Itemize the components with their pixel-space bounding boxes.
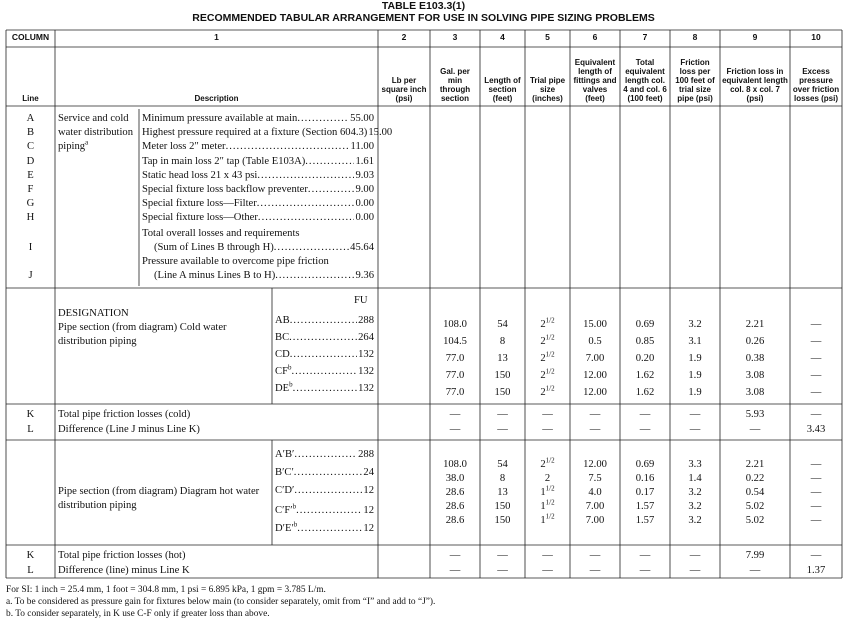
dot-leader (297, 522, 362, 536)
hot-len-cell: 13 (497, 487, 508, 498)
row-description: Highest pressure required at a fixture (Section 604.3) (142, 127, 368, 139)
pipe-size-fraction: 1/2 (545, 333, 555, 342)
cold-description: distribution piping (58, 336, 137, 347)
hot-fl-cell: 0.54 (745, 487, 765, 498)
totals-description: Difference (line) minus Line K (58, 565, 190, 576)
service-row (142, 155, 374, 169)
hot-fl100-cell: 3.2 (688, 487, 702, 498)
service-row (142, 126, 393, 140)
dot-leader (291, 365, 357, 379)
cold-size-cell (525, 350, 570, 364)
pipe-size-whole: 2 (540, 319, 546, 330)
line-letter: G (26, 198, 35, 210)
cold-size-cell (525, 333, 570, 347)
hot-eq-cell: 7.00 (585, 501, 605, 512)
cold-description: Pipe section (from diagram) Cold water (58, 322, 227, 333)
pipe-section (275, 365, 291, 379)
cold-tot-cell: 0.85 (635, 336, 655, 347)
pipe-section (275, 314, 290, 328)
totals-value: — (449, 424, 461, 435)
totals-description: Total pipe friction losses (cold) (58, 409, 191, 420)
header-c6: Equivalent length of fittings and valves (feet) (573, 58, 617, 103)
totals-description: Total pipe friction losses (hot) (58, 550, 186, 561)
row-value: 0.00 (355, 198, 374, 210)
cold-len-cell: 54 (497, 319, 508, 330)
service-group-label: water distribution (58, 127, 134, 139)
row-value: 0.00 (355, 212, 374, 224)
hot-ex-cell: — (810, 459, 822, 470)
pipe-size-fraction: 1/2 (545, 484, 555, 493)
hot-size-cell (525, 473, 570, 484)
cold-gpm-cell: 77.0 (445, 370, 465, 381)
fixture-units: 12 (363, 505, 374, 516)
hot-fl-cell: 0.22 (745, 473, 765, 484)
cold-fl-cell: 3.08 (745, 370, 765, 381)
cold-section-row (275, 314, 374, 328)
totals-value: 3.43 (806, 424, 826, 435)
row-description: (Line A minus Lines B to H) (154, 270, 276, 282)
pipe-section (275, 504, 296, 518)
hot-tot-cell: 0.69 (635, 459, 655, 470)
fixture-units: 132 (358, 349, 374, 360)
pipe-size-whole: 1 (540, 501, 546, 512)
service-row (142, 197, 374, 211)
pipe-size-whole: 2 (544, 473, 551, 484)
cold-fl100-cell: 1.9 (688, 370, 702, 381)
pipe-section-label: A′B′ (275, 449, 295, 460)
fixture-units: 24 (363, 467, 374, 478)
totals-value: — (639, 409, 651, 420)
dot-leader (275, 269, 354, 283)
cold-gpm-cell: 77.0 (445, 387, 465, 398)
service-group-label: piping (58, 141, 86, 153)
column-number-8: 8 (692, 32, 698, 42)
table-subtitle: RECOMMENDED TABULAR ARRANGEMENT FOR USE IN SOLVING PIPE SIZING PROBLEMS (192, 12, 655, 24)
fixture-units: 132 (358, 383, 374, 394)
totals-value: — (589, 409, 601, 420)
pipe-section-label: C′F′ (275, 505, 293, 516)
row-value: 9.36 (355, 270, 374, 282)
dot-leader (308, 183, 355, 197)
totals-value: — (639, 424, 651, 435)
pipe-section-label: CD (275, 349, 290, 360)
row-description: Static head loss 21 x 43 psi (142, 169, 258, 181)
totals-value: — (639, 565, 651, 576)
cold-ex-cell: — (810, 336, 822, 347)
line-letter: H (26, 212, 35, 224)
column-number-9: 9 (752, 32, 758, 42)
hot-eq-cell: 7.5 (588, 473, 602, 484)
row-value: 55.00 (350, 113, 374, 124)
cold-ex-cell: — (810, 319, 822, 330)
header-c3: Gal. per min through section (439, 67, 471, 103)
cold-section-row (275, 331, 374, 345)
cold-tot-cell: 0.69 (635, 319, 655, 330)
totals-value: — (589, 424, 601, 435)
designation-label: DESIGNATION (58, 308, 129, 319)
totals-value: — (749, 565, 761, 576)
column-number-6: 6 (592, 32, 598, 42)
cold-fl100-cell: 1.9 (688, 353, 702, 364)
totals-value: — (689, 550, 701, 561)
dot-leader (290, 348, 357, 362)
row-description: Tap in main loss 2″ tap (Table E103A) (142, 155, 306, 167)
line-letter: F (27, 184, 34, 195)
pipe-size-whole: 2 (540, 353, 546, 364)
hot-gpm-cell: 28.6 (445, 501, 465, 512)
cold-ex-cell: — (810, 370, 822, 381)
dot-leader (258, 211, 355, 225)
pipe-size-fraction: 1/2 (545, 512, 555, 521)
hot-eq-cell: 12.00 (583, 459, 607, 470)
pipe-size-fraction: 1/2 (545, 316, 555, 325)
pipe-size-whole: 2 (540, 459, 546, 470)
footnote-si: For SI: 1 inch = 25.4 mm, 1 foot = 304.8 mm, 1 psi = 6.895 kPa, 1 gpm = 3.785 L/m. (6, 585, 326, 595)
totals-value: — (542, 550, 553, 561)
cold-ex-cell: — (810, 387, 822, 398)
dot-leader (305, 155, 354, 169)
hot-gpm-cell: 28.6 (445, 487, 465, 498)
pipe-section-label: DE (275, 383, 290, 394)
pipe-section (275, 484, 294, 498)
pipe-size-fraction: 1/2 (545, 367, 555, 376)
column-label: COLUMN (11, 32, 50, 42)
header-line: Line (22, 94, 39, 103)
cold-tot-cell: 1.62 (635, 370, 655, 381)
cold-gpm-cell: 104.5 (443, 336, 467, 347)
totals-value: — (497, 565, 508, 576)
service-available-row (154, 269, 374, 283)
fixture-units: 12 (363, 523, 374, 534)
row-description: Total overall losses and requirements (142, 227, 300, 239)
hot-tot-cell: 1.57 (635, 501, 655, 512)
cold-fl-cell: 2.21 (745, 319, 765, 330)
line-letter: K (26, 550, 35, 561)
totals-value: — (589, 550, 601, 561)
line-letter: L (27, 565, 34, 576)
fixture-units: 288 (358, 449, 374, 460)
pipe-section-label: B′C′ (275, 467, 294, 478)
header-c7: Total equivalent length col. 4 and col. 6 (100 feet) (623, 58, 667, 103)
pipe-size-whole: 2 (540, 336, 546, 347)
service-row (142, 211, 374, 225)
cold-section-row (275, 382, 374, 396)
cold-eq-cell: 7.00 (585, 353, 605, 364)
fixture-units: 288 (358, 315, 374, 326)
dot-leader (296, 504, 362, 518)
dot-leader (274, 241, 349, 255)
cold-tot-cell: 1.62 (635, 387, 655, 398)
cold-len-cell: 150 (494, 387, 511, 398)
pipe-section (275, 331, 289, 345)
footnote-marker: b (292, 502, 297, 511)
service-row (142, 140, 374, 154)
line-letter: E (27, 169, 34, 181)
hot-fl-cell: 2.21 (745, 459, 765, 470)
table-title: TABLE E103.3(1) (381, 0, 466, 12)
hot-tot-cell: 0.16 (635, 473, 655, 484)
hot-size-cell (525, 498, 570, 512)
column-number-1: 1 (214, 32, 219, 42)
cold-fl-cell: 3.08 (745, 387, 765, 398)
totals-value: — (639, 550, 651, 561)
dot-leader (294, 484, 362, 498)
totals-value: — (810, 550, 822, 561)
line-letter: A (26, 113, 35, 124)
row-description: (Sum of Lines B through H) (154, 241, 274, 253)
header-description: Description (194, 94, 239, 103)
totals-value: — (449, 565, 461, 576)
cold-fl100-cell: 3.2 (688, 319, 702, 330)
cold-gpm-cell: 108.0 (443, 319, 467, 330)
hot-fl100-cell: 3.2 (688, 515, 702, 526)
line-letter: K (26, 409, 35, 420)
service-group-label: Service and cold (58, 113, 129, 124)
header-c4: Length of section (feet) (484, 76, 521, 103)
cold-eq-cell: 15.00 (583, 319, 607, 330)
pipe-section-label: BC (275, 332, 290, 343)
hot-fl-cell: 5.02 (745, 515, 765, 526)
hot-len-cell: 8 (499, 473, 506, 484)
pipe-size-fraction: 1/2 (545, 384, 555, 393)
dot-leader (290, 314, 357, 328)
dot-leader (226, 140, 350, 154)
service-row (142, 112, 374, 126)
pipe-section-label: CF (275, 366, 288, 377)
header-c9: Friction loss in equivalent length col. 8 x col. 7 (psi) (722, 67, 788, 103)
cold-eq-cell: 12.00 (583, 370, 607, 381)
hot-section-row (275, 504, 374, 518)
hot-fl100-cell: 3.2 (688, 501, 702, 512)
service-row (142, 169, 374, 183)
hot-section-row (275, 466, 374, 480)
pipe-section (275, 348, 290, 362)
totals-value: — (589, 565, 601, 576)
line-letter: B (26, 127, 35, 139)
row-description: Special fixture loss backflow preventer (142, 184, 308, 195)
cold-ex-cell: — (810, 353, 822, 364)
hot-section-row (275, 484, 374, 498)
cold-len-cell: 150 (494, 370, 511, 381)
pipe-section (275, 466, 294, 480)
totals-value: 5.93 (745, 409, 765, 420)
dot-leader (294, 448, 357, 462)
fixture-units: 132 (358, 366, 374, 377)
cold-len-cell: 13 (497, 353, 508, 364)
cold-eq-cell: 0.5 (588, 336, 602, 347)
column-number-7: 7 (642, 32, 648, 42)
totals-value: — (542, 424, 553, 435)
totals-value: — (497, 550, 508, 561)
hot-section-row (275, 522, 374, 536)
pipe-section-label: AB (275, 315, 290, 326)
hot-gpm-cell: 28.6 (445, 515, 465, 526)
hot-section-row (275, 448, 374, 462)
hot-ex-cell: — (810, 473, 822, 484)
hot-fl100-cell: 3.3 (688, 459, 702, 470)
hot-tot-cell: 1.57 (635, 515, 655, 526)
hot-ex-cell: — (810, 501, 822, 512)
totals-value: 7.99 (745, 550, 765, 561)
pipe-size-whole: 1 (540, 515, 546, 526)
footnote-marker: b (287, 363, 292, 372)
line-letter: I (28, 241, 33, 253)
row-description: Minimum pressure available at main (142, 113, 298, 124)
footnote-marker: a (85, 138, 89, 147)
dot-leader (293, 382, 357, 396)
column-number-5: 5 (545, 32, 550, 42)
header-c5: Trial pipe size (inches) (529, 76, 566, 103)
hot-description: distribution piping (58, 500, 137, 511)
pipe-size-fraction: 1/2 (545, 498, 555, 507)
cold-gpm-cell: 77.0 (445, 353, 465, 364)
service-row (142, 183, 374, 197)
hot-eq-cell: 4.0 (588, 487, 602, 498)
fixture-units-header: FU (354, 295, 368, 306)
footnote-a: a. To be considered as pressure gain for fixtures below main (to consider separately, omit from “I” and add to “J”). (6, 597, 436, 607)
totals-description: Difference (Line J minus Line K) (58, 424, 200, 435)
hot-fl-cell: 5.02 (745, 501, 765, 512)
line-letter: C (26, 141, 35, 153)
totals-value: — (497, 409, 508, 420)
hot-size-cell (525, 456, 570, 470)
hot-size-cell (525, 484, 570, 498)
row-description: Pressure available to overcome pipe friction (142, 256, 329, 267)
service-group-label (58, 140, 88, 154)
hot-gpm-cell: 38.0 (445, 473, 465, 484)
row-value: 45.64 (350, 241, 374, 253)
row-value: 9.00 (355, 184, 374, 195)
line-letter: D (26, 155, 35, 167)
pipe-section-label: C′D′ (275, 485, 295, 496)
pipe-size-fraction: 1/2 (545, 456, 555, 465)
dot-leader (257, 197, 355, 211)
pipe-size-whole: 2 (540, 370, 546, 381)
dot-leader (257, 169, 354, 183)
hot-fl100-cell: 1.4 (688, 473, 702, 484)
hot-len-cell: 150 (494, 515, 511, 526)
cold-size-cell (525, 367, 570, 381)
row-description: Special fixture loss—Other (142, 212, 258, 224)
totals-value: — (810, 409, 822, 420)
cold-fl100-cell: 1.9 (688, 387, 702, 398)
pipe-size-fraction: 1/2 (545, 350, 555, 359)
dot-leader (289, 331, 357, 345)
footnote-b: b. To consider separately, in K use C-F only if greater loss than above. (6, 609, 270, 619)
totals-value: — (689, 409, 701, 420)
row-value: 11.00 (350, 141, 374, 153)
pipe-section (275, 382, 293, 396)
hot-description: Pipe section (from diagram) Diagram hot water (58, 486, 260, 497)
column-number-4: 4 (500, 32, 505, 42)
cold-section-row (275, 348, 374, 362)
pipe-section (275, 522, 297, 536)
cold-tot-cell: 0.20 (635, 353, 655, 364)
header-c10: Excess pressure over friction losses (psi) (792, 67, 840, 103)
totals-value: — (749, 424, 761, 435)
column-number-3: 3 (452, 32, 458, 42)
cold-size-cell (525, 384, 570, 398)
hot-len-cell: 54 (497, 459, 508, 470)
hot-gpm-cell: 108.0 (443, 459, 467, 470)
cold-fl-cell: 0.26 (745, 336, 765, 347)
column-number-2: 2 (401, 32, 407, 42)
hot-tot-cell: 0.17 (635, 487, 655, 498)
header-c8: Friction loss per 100 feet of trial size pipe (psi) (675, 58, 715, 103)
pipe-section (275, 448, 294, 462)
hot-ex-cell: — (810, 515, 822, 526)
dot-leader (294, 466, 363, 480)
totals-value: 1.37 (806, 565, 826, 576)
cold-len-cell: 8 (499, 336, 506, 347)
header-c2: Lb per square inch (psi) (381, 76, 427, 103)
totals-value: — (542, 565, 553, 576)
line-letter: J (28, 270, 33, 282)
row-description: Meter loss 2″ meter (142, 141, 226, 153)
cold-fl-cell: 0.38 (745, 353, 765, 364)
hot-size-cell (525, 512, 570, 526)
pipe-section-label: D′E′ (275, 523, 294, 534)
cold-fl100-cell: 3.1 (688, 336, 702, 347)
line-letter: L (27, 424, 34, 435)
pipe-size-whole: 1 (540, 487, 546, 498)
row-value: 15.00 (368, 127, 393, 139)
row-value: 1.61 (355, 155, 374, 167)
totals-value: — (449, 409, 461, 420)
cold-size-cell (525, 316, 570, 330)
fixture-units: 12 (363, 485, 374, 496)
pipe-size-whole: 2 (540, 387, 546, 398)
row-description: Special fixture loss—Filter (142, 198, 257, 210)
hot-ex-cell: — (810, 487, 822, 498)
totals-value: — (689, 424, 701, 435)
totals-value: — (449, 550, 461, 561)
hot-len-cell: 150 (494, 501, 511, 512)
fixture-units: 264 (358, 332, 374, 343)
cold-eq-cell: 12.00 (583, 387, 607, 398)
totals-value: — (689, 565, 701, 576)
service-total-row (154, 241, 374, 255)
row-value: 9.03 (355, 169, 374, 181)
hot-eq-cell: 7.00 (585, 515, 605, 526)
totals-value: — (542, 409, 553, 420)
footnote-marker: b (293, 520, 298, 529)
cold-section-row (275, 365, 374, 379)
dot-leader (297, 112, 349, 126)
column-number-10: 10 (811, 32, 821, 42)
totals-value: — (497, 424, 508, 435)
footnote-marker: b (289, 380, 293, 389)
